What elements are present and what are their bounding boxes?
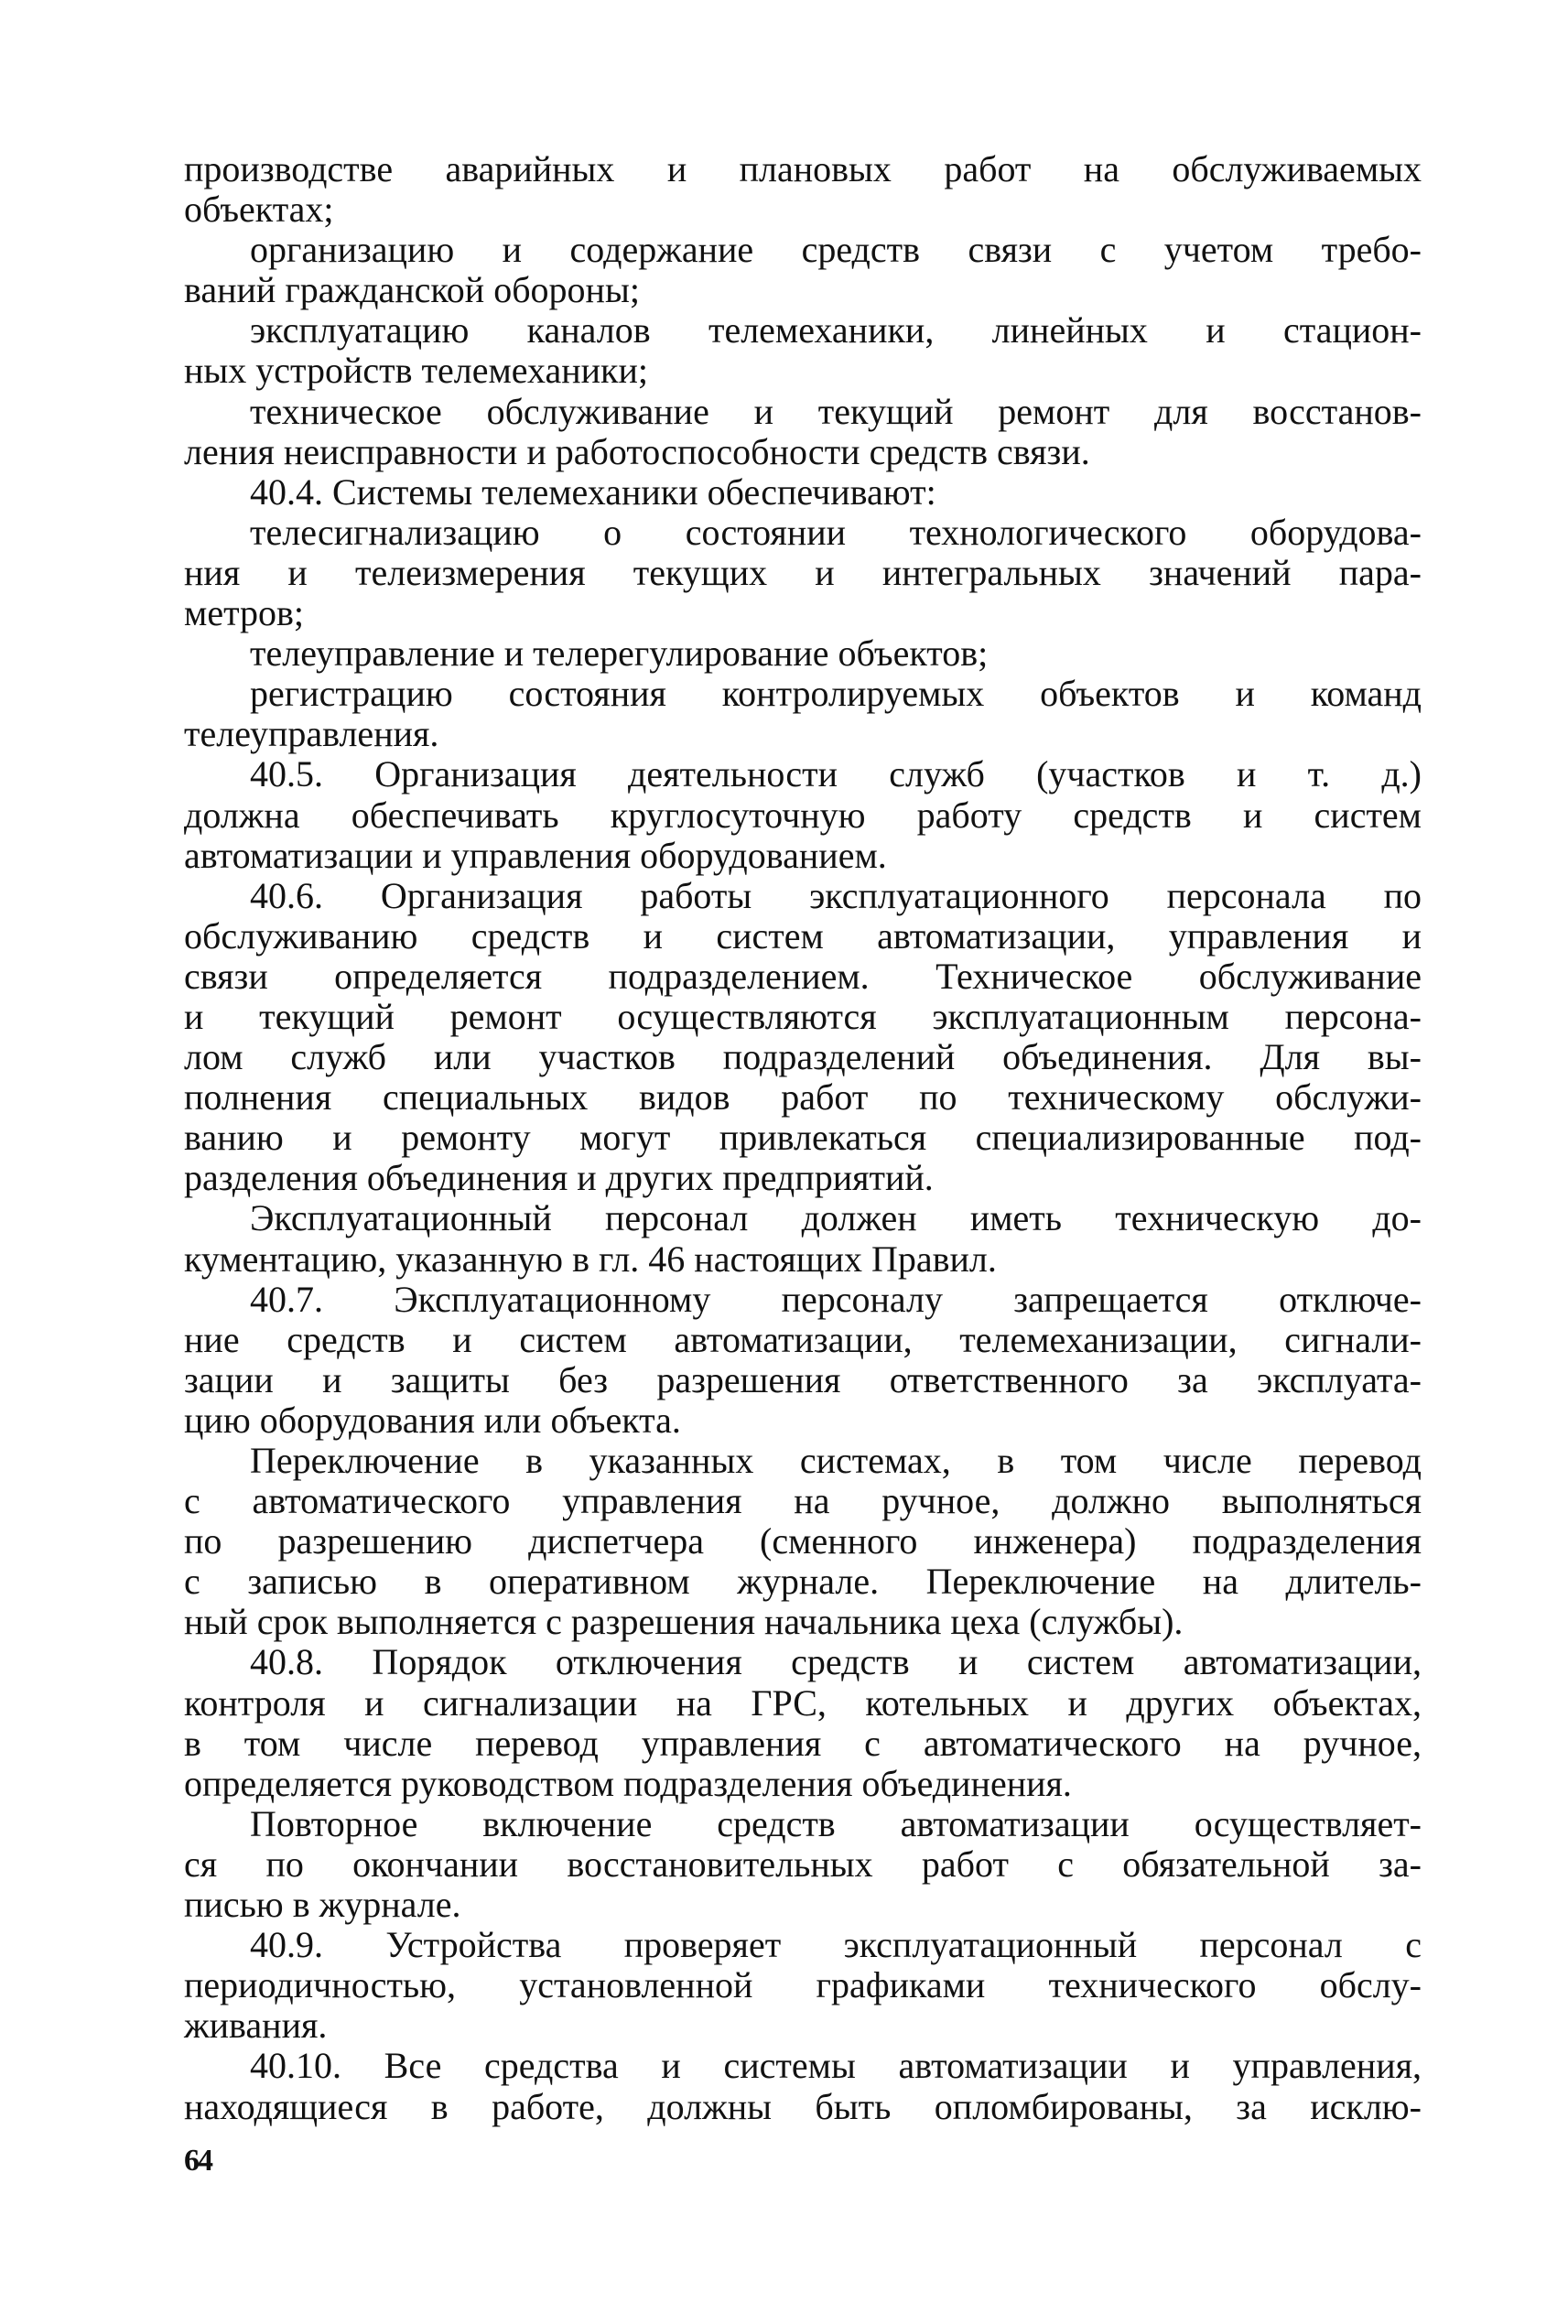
text-line: разделения объединения и других предприятий. <box>184 1157 934 1199</box>
paragraph <box>184 754 1422 875</box>
paragraph <box>184 876 1422 1199</box>
text-line: находящиеся в работе, должны быть опломбированы, за исклю- <box>184 2085 1422 2127</box>
paragraph <box>184 1280 1422 1441</box>
text-line: писью в журнале. <box>184 1884 461 1926</box>
text-line: ся по окончании восстановительных работ с обязательной за- <box>184 1843 1422 1885</box>
paragraph <box>184 472 1422 513</box>
text-line: Повторное включение средств автоматизации осуществляет- <box>250 1802 1422 1844</box>
text-line: по разрешению диспетчера (сменного инженера) подразделения <box>184 1520 1422 1562</box>
text-line: 40.10. Все средства и системы автоматизации и управления, <box>250 2045 1422 2087</box>
text-line: 40.4. Системы телемеханики обеспечивают: <box>250 470 936 513</box>
text-line: ние средств и систем автоматизации, телемеханизации, сигнали- <box>184 1318 1422 1360</box>
paragraph <box>184 513 1422 633</box>
text-line: эксплуатацию каналов телемеханики, линейных и стацион- <box>250 309 1422 351</box>
text-line: и текущий ремонт осуществляются эксплуатационным персона- <box>184 995 1422 1037</box>
text-line: живания. <box>184 2005 328 2047</box>
text-line: определяется руководством подразделения объединения. <box>184 1762 1072 1804</box>
text-line: 40.8. Порядок отключения средств и систем автоматизации, <box>250 1641 1422 1683</box>
text-line: 40.7. Эксплуатационному персоналу запрещается отключе- <box>250 1278 1422 1320</box>
text-line: 40.9. Устройства проверяет эксплуатационный персонал с <box>250 1924 1422 1966</box>
paragraph <box>184 1925 1422 2046</box>
text-line: организацию и содержание средств связи с учетом требо- <box>250 229 1422 271</box>
paragraph <box>184 1642 1422 1803</box>
text-line: лом служб или участков подразделений объединения. Для вы- <box>184 1036 1422 1078</box>
text-line: ваний гражданской обороны; <box>184 269 640 311</box>
paragraph <box>184 633 1422 674</box>
text-line: объектах; <box>184 189 334 231</box>
text-line: телесигнализацию о состоянии технологического оборудова- <box>250 511 1422 553</box>
text-line: с записью в оперативном журнале. Переключение на длитель- <box>184 1561 1422 1603</box>
text-line: телеуправления. <box>184 713 439 755</box>
paragraph <box>184 2046 1422 2126</box>
text-line: кументацию, указанную в гл. 46 настоящих Правил. <box>184 1238 997 1280</box>
text-line: с автоматического управления на ручное, должно выполняться <box>184 1480 1422 1522</box>
text-line: должна обеспечивать круглосуточную работу средств и систем <box>184 794 1422 836</box>
text-line: телеуправление и телерегулирование объектов; <box>250 632 989 675</box>
text-line: метров; <box>184 592 305 634</box>
text-line: 40.5. Организация деятельности служб (участков и т. д.) <box>250 753 1422 795</box>
text-line: цию оборудования или объекта. <box>184 1399 681 1441</box>
page-number: 64 <box>184 2144 211 2178</box>
page-body <box>184 149 1422 2127</box>
text-line: автоматизации и управления оборудованием. <box>184 834 887 876</box>
paragraph <box>184 310 1422 391</box>
text-line: Переключение в указанных системах, в том числе перевод <box>250 1440 1422 1481</box>
text-line: ный срок выполняется с разрешения начальника цеха (службы). <box>184 1601 1184 1643</box>
paragraph <box>184 149 1422 230</box>
paragraph <box>184 674 1422 754</box>
paragraph <box>184 392 1422 472</box>
text-line: 40.6. Организация работы эксплуатационного персонала по <box>250 874 1422 916</box>
text-line: ния и телеизмерения текущих и интегральных значений пара- <box>184 551 1422 593</box>
text-line: периодичностью, установленной графиками технического обслу- <box>184 1964 1422 2006</box>
text-line: производстве аварийных и плановых работ на обслуживаемых <box>184 148 1422 189</box>
text-line: ных устройств телемеханики; <box>184 350 649 392</box>
text-line: ления неисправности и работоспособности средств связи. <box>184 430 1090 472</box>
text-line: регистрацию состояния контролируемых объектов и команд <box>250 673 1422 715</box>
text-line: обслуживанию средств и систем автоматизации, управления и <box>184 914 1422 957</box>
paragraph <box>184 1804 1422 1925</box>
text-line: Эксплуатационный персонал должен иметь техническую до- <box>250 1197 1422 1239</box>
text-line: связи определяется подразделением. Техническое обслуживание <box>184 955 1422 997</box>
paragraph <box>184 230 1422 310</box>
text-line: зации и защиты без разрешения ответственного за эксплуата- <box>184 1358 1422 1400</box>
text-line: в том числе перевод управления с автоматического на ручное, <box>184 1722 1422 1764</box>
text-line: контроля и сигнализации на ГРС, котельных и других объектах, <box>184 1681 1422 1724</box>
paragraph <box>184 1198 1422 1279</box>
text-line: ванию и ремонту могут привлекаться специализированные под- <box>184 1117 1422 1159</box>
text-line: полнения специальных видов работ по техническому обслужи- <box>184 1076 1422 1119</box>
text-line: техническое обслуживание и текущий ремонт для восстанов- <box>250 390 1422 432</box>
paragraph <box>184 1441 1422 1642</box>
